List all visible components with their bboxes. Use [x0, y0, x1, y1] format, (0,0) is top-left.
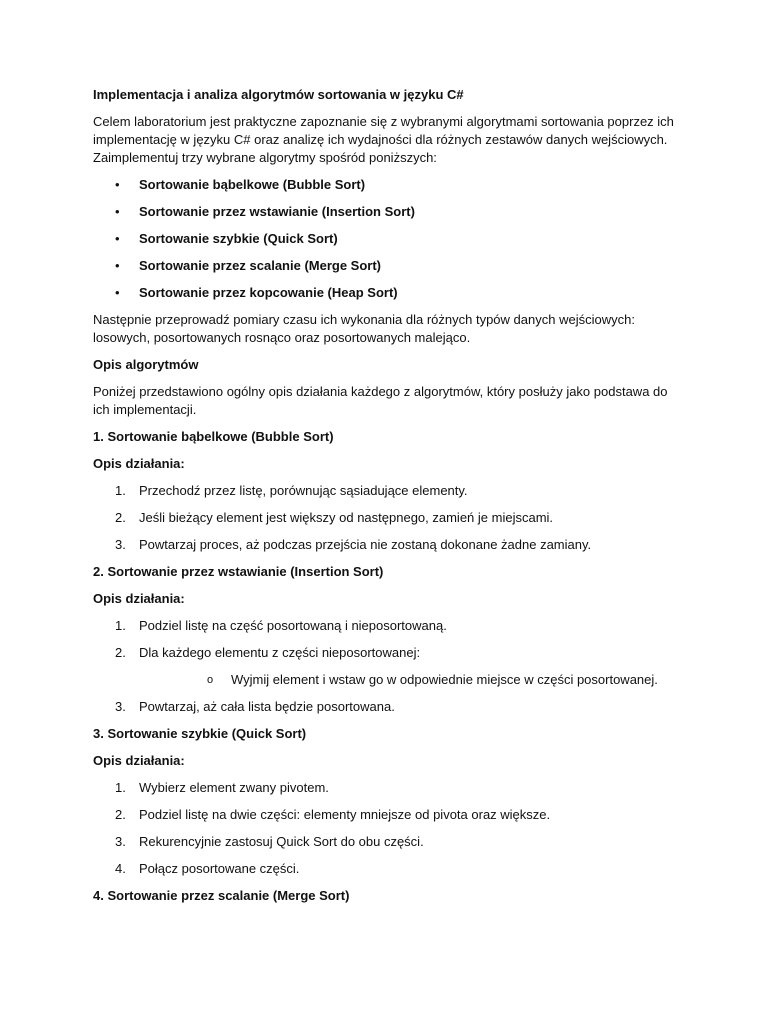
description-intro: Poniżej przedstawiono ogólny opis działania każdego z algorytmów, który posłuży jako podstawa do ich implementacji. — [93, 384, 668, 417]
step-number: 3. — [115, 699, 126, 714]
list-item — [93, 536, 683, 554]
bullet-marker: • — [115, 177, 120, 192]
steps-list — [93, 617, 683, 716]
step-number: 1. — [115, 780, 126, 795]
list-item — [93, 833, 683, 851]
section-heading: 3. Sortowanie szybkie (Quick Sort) — [93, 726, 307, 741]
algorithm-name: Sortowanie szybkie (Quick Sort) — [139, 231, 338, 246]
step-number: 3. — [115, 834, 126, 849]
steps-list — [93, 779, 683, 878]
list-item — [93, 482, 683, 500]
step-number: 2. — [115, 645, 126, 660]
step-text: Podziel listę na część posortowaną i nieposortowaną. — [139, 618, 447, 633]
bullet-marker: • — [115, 285, 120, 300]
substep-text: Wyjmij element i wstaw go w odpowiednie miejsce w części posortowanej. — [231, 672, 658, 687]
list-item — [93, 176, 683, 194]
list-item — [93, 779, 683, 797]
algorithm-name: Sortowanie przez scalanie (Merge Sort) — [139, 258, 382, 273]
step-text: Przechodź przez listę, porównując sąsiadujące elementy. — [139, 483, 468, 498]
sub-bullet-marker: o — [207, 674, 214, 686]
algorithm-list — [93, 176, 683, 302]
step-text: Podziel listę na dwie części: elementy mniejsze od pivota oraz większe. — [139, 807, 551, 822]
step-number: 1. — [115, 618, 126, 633]
step-text: Powtarzaj, aż cała lista będzie posortowana. — [139, 699, 395, 714]
algorithm-name: Sortowanie bąbelkowe (Bubble Sort) — [139, 177, 366, 192]
document-page — [93, 86, 683, 914]
step-text: Jeśli bieżący element jest większy od następnego, zamień je miejscami. — [139, 510, 554, 525]
step-number: 2. — [115, 807, 126, 822]
algorithm-name: Sortowanie przez kopcowanie (Heap Sort) — [139, 285, 398, 300]
step-number: 3. — [115, 537, 126, 552]
step-number: 4. — [115, 861, 126, 876]
section-heading: Opis algorytmów — [93, 357, 199, 372]
step-text: Dla każdego elementu z części nieposortowanej: — [139, 645, 421, 660]
list-item — [93, 257, 683, 275]
how-label: Opis działania: — [93, 456, 185, 471]
intro-paragraph: Celem laboratorium jest praktyczne zapoznanie się z wybranymi algorytmami sortowania poprzez ich implementację w języku C# oraz analizę ich wydajności dla różnych zestawów danych wejściowych. Zaimplementuj trzy wybrane algorytmy spośród poniższych: — [93, 114, 674, 165]
step-text: Rekurencyjnie zastosuj Quick Sort do obu części. — [139, 834, 424, 849]
step-text: Połącz posortowane części. — [139, 861, 300, 876]
list-item — [185, 671, 731, 689]
list-item — [93, 698, 683, 716]
list-item — [93, 644, 683, 689]
section-heading: 2. Sortowanie przez wstawianie (Insertion Sort) — [93, 564, 384, 579]
bullet-marker: • — [115, 258, 120, 273]
bullet-marker: • — [115, 231, 120, 246]
section-heading: 1. Sortowanie bąbelkowe (Bubble Sort) — [93, 429, 334, 444]
step-number: 2. — [115, 510, 126, 525]
step-text: Wybierz element zwany pivotem. — [139, 780, 329, 795]
list-item — [93, 860, 683, 878]
section-heading: 4. Sortowanie przez scalanie (Merge Sort) — [93, 888, 350, 903]
list-item — [93, 806, 683, 824]
list-item — [93, 509, 683, 527]
list-item — [93, 617, 683, 635]
how-label: Opis działania: — [93, 753, 185, 768]
measurement-paragraph: Następnie przeprowadź pomiary czasu ich wykonania dla różnych typów danych wejściowych: losowych, posortowanych rosnąco oraz posortowanych malejąco. — [93, 312, 635, 345]
bullet-marker: • — [115, 204, 120, 219]
how-label: Opis działania: — [93, 591, 185, 606]
list-item — [93, 284, 683, 302]
document-title: Implementacja i analiza algorytmów sortowania w języku C# — [93, 87, 464, 102]
list-item — [93, 203, 683, 221]
steps-list — [93, 482, 683, 554]
algorithm-name: Sortowanie przez wstawianie (Insertion Sort) — [139, 204, 415, 219]
step-number: 1. — [115, 483, 126, 498]
step-text: Powtarzaj proces, aż podczas przejścia nie zostaną dokonane żadne zamiany. — [139, 537, 592, 552]
list-item — [93, 230, 683, 248]
sub-list — [139, 671, 683, 689]
